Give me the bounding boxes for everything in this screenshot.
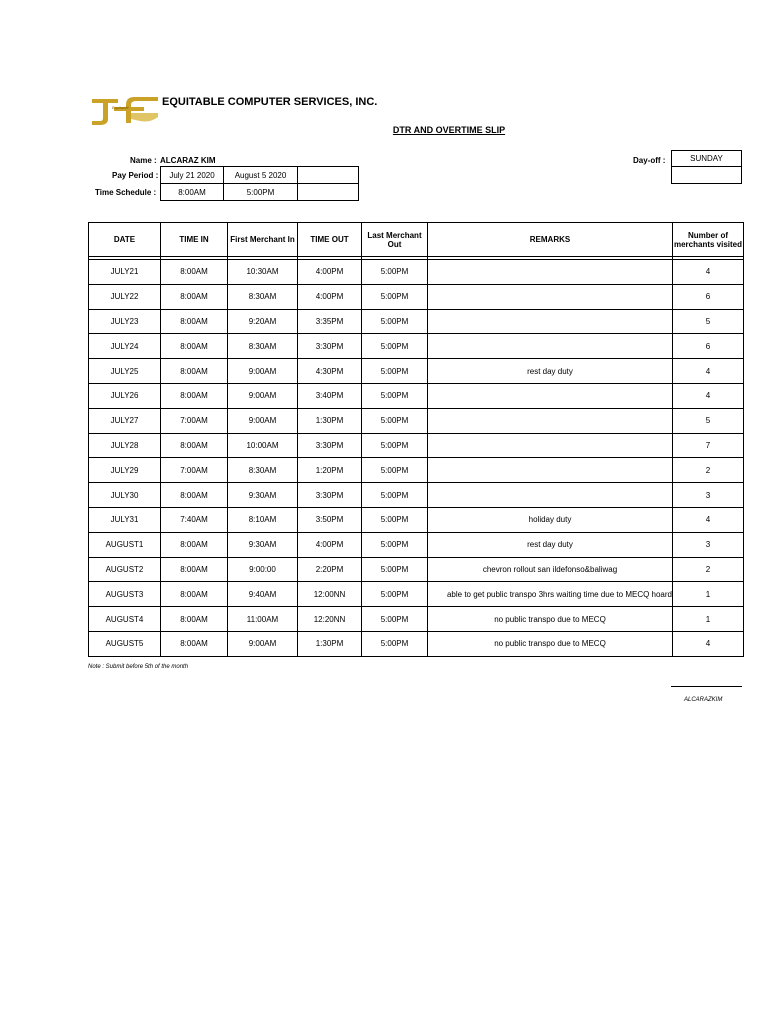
last-merchant-out-cell: 5:00PM: [362, 532, 428, 557]
last-merchant-out-cell: 5:00PM: [362, 557, 428, 582]
time-in-cell: 8:00AM: [161, 483, 228, 508]
time-out-cell: 1:30PM: [298, 631, 362, 656]
table-row: [89, 359, 744, 384]
first-merchant-in-cell: 9:40AM: [228, 582, 298, 607]
name-label: Name :: [130, 156, 157, 165]
table-row: [89, 309, 744, 334]
date-cell: JULY31: [89, 507, 161, 532]
first-merchant-in-cell: 9:30AM: [228, 532, 298, 557]
first-merchant-in-cell: 10:30AM: [228, 260, 298, 285]
remarks-cell: [428, 334, 673, 359]
first-merchant-in-cell: 9:00AM: [228, 631, 298, 656]
table-row: [89, 408, 744, 433]
merchants-visited-cell: 1: [673, 582, 744, 607]
time-in-cell: 8:00AM: [161, 334, 228, 359]
remarks-cell: able to get public transpo 3hrs waiting time due to MECQ hoard: [428, 582, 673, 607]
table-row: [89, 607, 744, 632]
date-cell: JULY21: [89, 260, 161, 285]
date-cell: JULY22: [89, 284, 161, 309]
first-merchant-in-cell: 8:30AM: [228, 334, 298, 359]
merchants-visited-cell: 1: [673, 607, 744, 632]
merchants-visited-cell: 5: [673, 309, 744, 334]
table-row: [89, 631, 744, 656]
last-merchant-out-cell: 5:00PM: [362, 607, 428, 632]
name-value: ALCARAZ KIM: [160, 156, 216, 165]
table-header-row: [89, 223, 744, 257]
dtr-table-body: [89, 257, 744, 657]
first-merchant-in-cell: 8:30AM: [228, 284, 298, 309]
pay-period-to-text: August 5 2020: [234, 170, 287, 180]
date-cell: JULY27: [89, 408, 161, 433]
time-out-cell: 4:00PM: [298, 284, 362, 309]
date-cell: JULY25: [89, 359, 161, 384]
last-merchant-out-cell: 5:00PM: [362, 359, 428, 384]
schedule-in: [160, 184, 224, 201]
pay-period-from-text: July 21 2020: [169, 170, 215, 180]
remarks-cell: [428, 309, 673, 334]
pay-period-from: [160, 166, 224, 184]
table-row: [89, 532, 744, 557]
date-cell: JULY26: [89, 383, 161, 408]
col-last-merchant-out: Last Merchant Out: [362, 223, 428, 257]
last-merchant-out-cell: 5:00PM: [362, 383, 428, 408]
merchants-visited-cell: 3: [673, 532, 744, 557]
time-out-cell: 3:40PM: [298, 383, 362, 408]
time-in-cell: 8:00AM: [161, 309, 228, 334]
merchants-visited-cell: 6: [673, 284, 744, 309]
table-row: [89, 383, 744, 408]
date-cell: JULY30: [89, 483, 161, 508]
last-merchant-out-cell: 5:00PM: [362, 507, 428, 532]
time-in-cell: 7:00AM: [161, 408, 228, 433]
last-merchant-out-cell: 5:00PM: [362, 631, 428, 656]
time-in-cell: 8:00AM: [161, 284, 228, 309]
merchants-visited-cell: 3: [673, 483, 744, 508]
last-merchant-out-cell: 5:00PM: [362, 408, 428, 433]
pay-period-to: [224, 166, 298, 184]
table-row: [89, 260, 744, 285]
merchants-visited-cell: 2: [673, 458, 744, 483]
last-merchant-out-cell: 5:00PM: [362, 483, 428, 508]
merchants-visited-cell: 6: [673, 334, 744, 359]
table-row: [89, 483, 744, 508]
remarks-cell: [428, 383, 673, 408]
last-merchant-out-cell: 5:00PM: [362, 458, 428, 483]
time-in-cell: 8:00AM: [161, 631, 228, 656]
time-out-cell: 3:30PM: [298, 334, 362, 359]
pay-period-blank: [298, 166, 359, 184]
time-out-cell: 3:35PM: [298, 309, 362, 334]
time-out-cell: 4:30PM: [298, 359, 362, 384]
time-out-cell: 3:30PM: [298, 483, 362, 508]
schedule-out-text: 5:00PM: [246, 187, 275, 197]
remarks-cell: holiday duty: [428, 507, 673, 532]
time-out-cell: 12:00NN: [298, 582, 362, 607]
first-merchant-in-cell: 9:00AM: [228, 408, 298, 433]
dayoff-value: [671, 150, 742, 167]
table-row: [89, 507, 744, 532]
time-out-cell: 4:00PM: [298, 260, 362, 285]
date-cell: AUGUST1: [89, 532, 161, 557]
time-out-cell: 4:00PM: [298, 532, 362, 557]
dayoff-value-text: SUNDAY: [690, 154, 723, 163]
remarks-cell: no public transpo due to MECQ: [428, 631, 673, 656]
last-merchant-out-cell: 5:00PM: [362, 309, 428, 334]
last-merchant-out-cell: 5:00PM: [362, 334, 428, 359]
time-in-cell: 8:00AM: [161, 383, 228, 408]
last-merchant-out-cell: 5:00PM: [362, 433, 428, 458]
time-in-cell: 8:00AM: [161, 359, 228, 384]
time-in-cell: 7:00AM: [161, 458, 228, 483]
company-logo: [88, 93, 160, 127]
signature-line: [671, 686, 742, 687]
date-cell: JULY24: [89, 334, 161, 359]
dtr-table: [88, 222, 744, 657]
date-cell: AUGUST4: [89, 607, 161, 632]
schedule-out: [224, 184, 298, 201]
time-in-cell: 8:00AM: [161, 582, 228, 607]
table-row: [89, 433, 744, 458]
time-out-cell: 2:20PM: [298, 557, 362, 582]
pay-period-label: Pay Period :: [112, 171, 159, 180]
col-time-out: TIME OUT: [298, 223, 362, 257]
first-merchant-in-cell: 8:10AM: [228, 507, 298, 532]
date-cell: JULY23: [89, 309, 161, 334]
col-remarks: REMARKS: [428, 223, 673, 257]
form-title: DTR AND OVERTIME SLIP: [392, 125, 506, 135]
date-cell: AUGUST2: [89, 557, 161, 582]
submission-note: Note : Submit before 5th of the month: [88, 664, 189, 670]
time-in-cell: 8:00AM: [161, 532, 228, 557]
remarks-cell: [428, 433, 673, 458]
merchants-visited-cell: 4: [673, 507, 744, 532]
remarks-cell: [428, 284, 673, 309]
first-merchant-in-cell: 10:00AM: [228, 433, 298, 458]
time-out-cell: 12:20NN: [298, 607, 362, 632]
remarks-cell: [428, 408, 673, 433]
schedule-blank: [298, 184, 359, 201]
dayoff-label: Day-off :: [633, 156, 666, 165]
table-row: [89, 582, 744, 607]
schedule-in-text: 8:00AM: [178, 187, 206, 197]
remarks-cell: rest day duty: [428, 359, 673, 384]
date-cell: JULY29: [89, 458, 161, 483]
time-in-cell: 8:00AM: [161, 607, 228, 632]
col-date: DATE: [89, 223, 161, 257]
merchants-visited-cell: 5: [673, 408, 744, 433]
merchants-visited-cell: 4: [673, 631, 744, 656]
table-row: [89, 557, 744, 582]
first-merchant-in-cell: 9:00:00: [228, 557, 298, 582]
date-cell: AUGUST3: [89, 582, 161, 607]
merchants-visited-cell: 4: [673, 359, 744, 384]
remarks-cell: rest day duty: [428, 532, 673, 557]
date-cell: AUGUST5: [89, 631, 161, 656]
first-merchant-in-cell: 8:30AM: [228, 458, 298, 483]
remarks-cell: chevron rollout san ildefonso&baliwag: [428, 557, 673, 582]
table-row: [89, 284, 744, 309]
company-logo-graphic: [88, 93, 160, 127]
last-merchant-out-cell: 5:00PM: [362, 284, 428, 309]
remarks-cell: no public transpo due to MECQ: [428, 607, 673, 632]
time-in-cell: 8:00AM: [161, 557, 228, 582]
time-schedule-label: Time Schedule :: [95, 188, 157, 197]
time-out-cell: 3:50PM: [298, 507, 362, 532]
table-row: [89, 458, 744, 483]
remarks-cell: [428, 260, 673, 285]
time-in-cell: 7:40AM: [161, 507, 228, 532]
merchants-visited-cell: 4: [673, 383, 744, 408]
merchants-visited-cell: 2: [673, 557, 744, 582]
first-merchant-in-cell: 9:30AM: [228, 483, 298, 508]
first-merchant-in-cell: 11:00AM: [228, 607, 298, 632]
last-merchant-out-cell: 5:00PM: [362, 582, 428, 607]
time-in-cell: 8:00AM: [161, 260, 228, 285]
company-name: EQUITABLE COMPUTER SERVICES, INC.: [162, 96, 378, 108]
col-first-merchant-in: First Merchant In: [228, 223, 298, 257]
logo-lettering: Equitable: [112, 105, 129, 110]
dayoff-blank: [671, 166, 742, 184]
col-merchants-visited: Number of merchants visited: [673, 223, 744, 257]
signature-name: ALCARAZKIM: [684, 697, 723, 703]
last-merchant-out-cell: 5:00PM: [362, 260, 428, 285]
col-time-in: TIME IN: [161, 223, 228, 257]
merchants-visited-cell: 4: [673, 260, 744, 285]
remarks-cell: [428, 483, 673, 508]
first-merchant-in-cell: 9:00AM: [228, 359, 298, 384]
time-out-cell: 1:30PM: [298, 408, 362, 433]
first-merchant-in-cell: 9:20AM: [228, 309, 298, 334]
first-merchant-in-cell: 9:00AM: [228, 383, 298, 408]
time-in-cell: 8:00AM: [161, 433, 228, 458]
time-out-cell: 3:30PM: [298, 433, 362, 458]
time-out-cell: 1:20PM: [298, 458, 362, 483]
date-cell: JULY28: [89, 433, 161, 458]
merchants-visited-cell: 7: [673, 433, 744, 458]
table-row: [89, 334, 744, 359]
remarks-cell: [428, 458, 673, 483]
